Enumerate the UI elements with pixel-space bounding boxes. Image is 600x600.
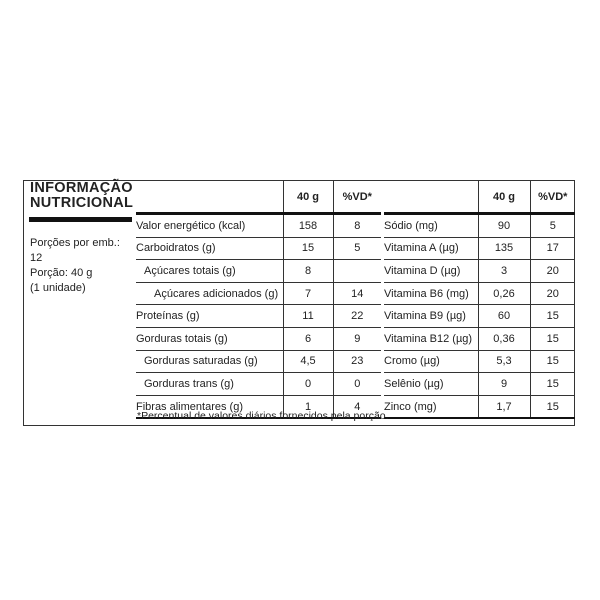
nutrient-dv: 15: [530, 327, 575, 350]
nutrient-amount: 0,26: [478, 282, 530, 305]
table-row: [136, 282, 381, 305]
nutrient-amount: 5,3: [478, 350, 530, 373]
nutrient-amount: 0,36: [478, 327, 530, 350]
serving-info: [30, 236, 120, 296]
nutrient-dv: 5: [333, 237, 381, 260]
nutrient-name: Vitamina B12 (µg): [384, 327, 478, 350]
table-row: [384, 260, 575, 283]
servings-per-package-value: 12: [30, 252, 43, 264]
dv-header: %VD*: [530, 181, 575, 214]
table-row: [136, 373, 381, 396]
table-row: [136, 350, 381, 373]
nutrient-dv: [333, 260, 381, 283]
nutrient-amount: 60: [478, 305, 530, 328]
nutrient-dv: 20: [530, 260, 575, 283]
nutrient-amount: 15: [283, 237, 333, 260]
nutrient-name: Zinco (mg): [384, 395, 478, 418]
table-header-row: [136, 181, 381, 214]
label-title: [30, 181, 133, 211]
nutrient-dv: 20: [530, 282, 575, 305]
nutrient-name: Fibras alimentares (g): [136, 395, 283, 418]
table-row: [384, 350, 575, 373]
nutrient-amount: 9: [478, 373, 530, 396]
nutrient-dv: 15: [530, 350, 575, 373]
servings-per-package-label: Porções por emb.:: [30, 237, 120, 249]
nutrient-name: Carboidratos (g): [136, 237, 283, 260]
dv-header: %VD*: [333, 181, 381, 214]
nutrient-name: Vitamina B9 (µg): [384, 305, 478, 328]
nutrient-dv: 5: [530, 214, 575, 238]
nutrient-amount: 1,7: [478, 395, 530, 418]
nutrient-name: Gorduras saturadas (g): [136, 350, 283, 373]
nutrient-dv: 0: [333, 373, 381, 396]
serving-size: Porção: 40 g: [30, 267, 93, 279]
nutrient-amount: 0: [283, 373, 333, 396]
amount-header: 40 g: [283, 181, 333, 214]
table-row: [136, 237, 381, 260]
title-line-1: INFORMAÇÃO: [30, 180, 133, 196]
nutrient-name: Gorduras totais (g): [136, 327, 283, 350]
table-row: [384, 395, 575, 418]
table-header-row: [384, 181, 575, 214]
table-row: [136, 260, 381, 283]
table-row: [136, 214, 381, 238]
footnote: *Percentual de valores diários fornecidos pela porção.: [137, 410, 389, 422]
title-rule: [29, 217, 132, 222]
nutrient-name: Vitamina D (µg): [384, 260, 478, 283]
nutrient-dv: 14: [333, 282, 381, 305]
nutrient-name: Selênio (µg): [384, 373, 478, 396]
table-row: [136, 305, 381, 328]
nutrient-amount: 11: [283, 305, 333, 328]
nutrient-dv: 9: [333, 327, 381, 350]
nutrient-amount: 3: [478, 260, 530, 283]
nutrient-name: Gorduras trans (g): [136, 373, 283, 396]
nutrient-amount: 8: [283, 260, 333, 283]
nutrient-dv: 4: [333, 395, 381, 418]
nutrient-name: Vitamina B6 (mg): [384, 282, 478, 305]
title-line-2: NUTRICIONAL: [30, 195, 134, 211]
table-row: [384, 282, 575, 305]
nutrient-name: Valor energético (kcal): [136, 214, 283, 238]
nutrient-name: Proteínas (g): [136, 305, 283, 328]
nutrient-name: Vitamina A (µg): [384, 237, 478, 260]
nutrient-dv: 23: [333, 350, 381, 373]
nutrient-amount: 90: [478, 214, 530, 238]
nutrient-dv: 22: [333, 305, 381, 328]
nutrient-table-right: [384, 181, 575, 419]
nutrient-dv: 15: [530, 373, 575, 396]
nutrient-amount: 6: [283, 327, 333, 350]
nutrient-amount: 1: [283, 395, 333, 418]
nutrient-name: Açúcares adicionados (g): [136, 282, 283, 305]
table-row: [384, 237, 575, 260]
nutrient-amount: 158: [283, 214, 333, 238]
nutrient-name: Sódio (mg): [384, 214, 478, 238]
serving-unit: (1 unidade): [30, 282, 86, 294]
table-row: [384, 305, 575, 328]
nutrient-amount: 135: [478, 237, 530, 260]
nutrient-dv: 17: [530, 237, 575, 260]
table-row: [384, 214, 575, 238]
amount-header: 40 g: [478, 181, 530, 214]
nutrient-amount: 7: [283, 282, 333, 305]
nutrient-table-left: [136, 181, 381, 419]
nutrient-dv: 8: [333, 214, 381, 238]
nutrient-amount: 4,5: [283, 350, 333, 373]
table-row: [136, 327, 381, 350]
nutrient-name: Açúcares totais (g): [136, 260, 283, 283]
table-row: [384, 327, 575, 350]
nutrient-dv: 15: [530, 305, 575, 328]
table-row: [384, 373, 575, 396]
nutrient-name: Cromo (µg): [384, 350, 478, 373]
nutrient-dv: 15: [530, 395, 575, 418]
